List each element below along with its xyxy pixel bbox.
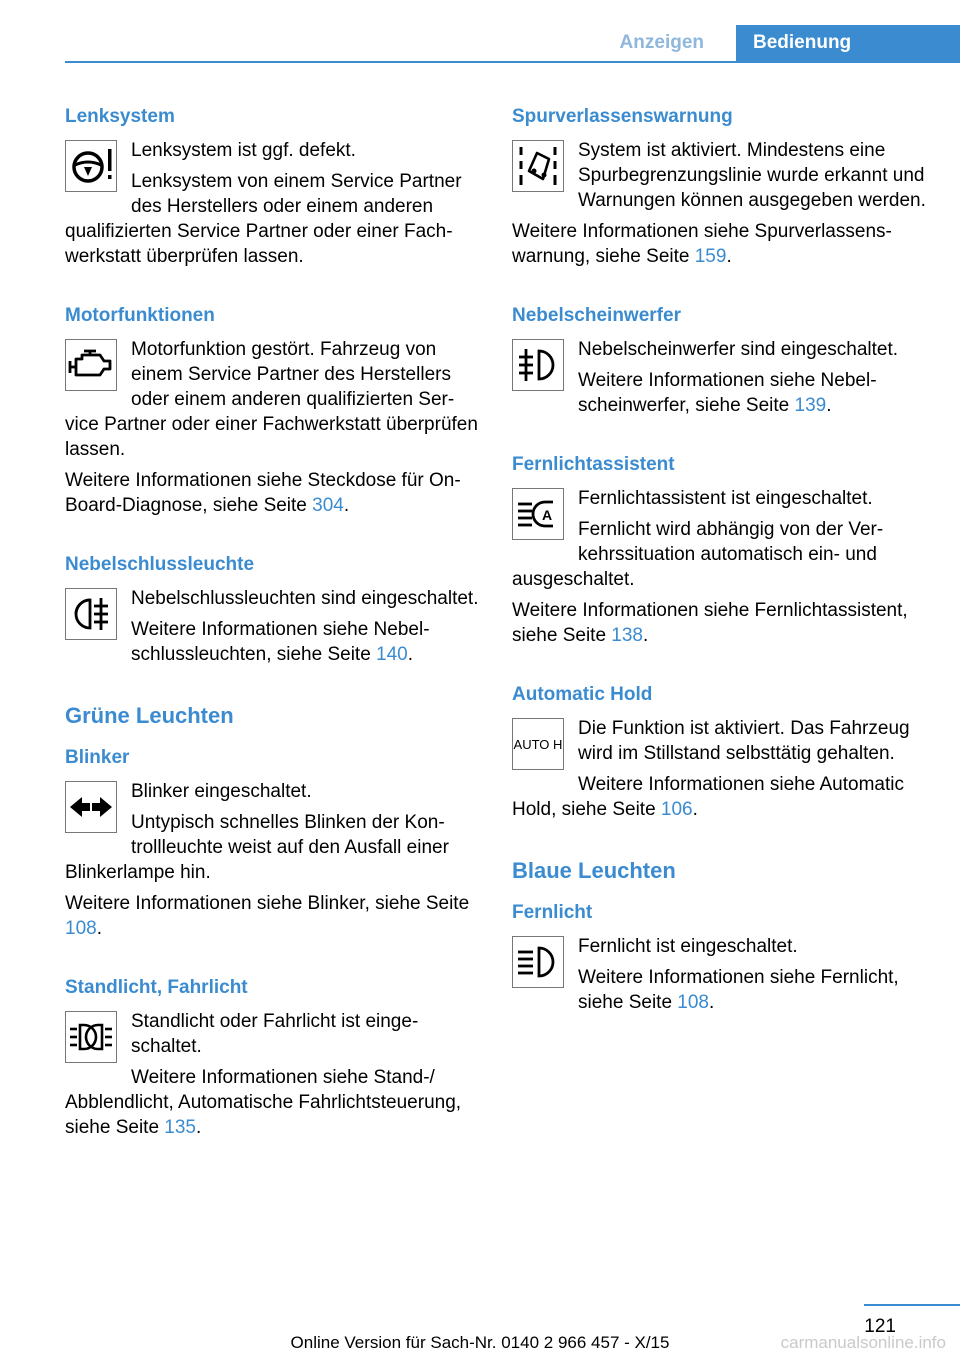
- page-link[interactable]: 108: [677, 992, 709, 1013]
- section-fernlichtassistent: [512, 452, 930, 654]
- page-link[interactable]: 159: [694, 246, 727, 267]
- text: Fernlicht ist eingeschaltet.: [578, 936, 798, 957]
- text: .: [709, 992, 715, 1013]
- text: [65, 468, 480, 518]
- text: Weitere Informationen siehe Blinker, siehe Seite: [65, 893, 470, 914]
- page-link[interactable]: 139: [794, 395, 827, 416]
- text: .: [643, 625, 649, 646]
- text: .: [196, 1117, 202, 1138]
- text: [65, 617, 480, 667]
- section-title: Spurverlassenswarnung: [512, 106, 733, 127]
- svg-text:A: A: [542, 507, 553, 523]
- auto-hold-icon: [512, 718, 564, 770]
- section-standlicht: [65, 975, 480, 1146]
- text: Nebelschlussleuchten sind eingeschaltet.: [131, 588, 479, 609]
- section-spurverlassenswarnung: [512, 104, 930, 275]
- online-version-text: Online Version für Sach-Nr. 0140 2 966 457 - X/15: [290, 1333, 670, 1352]
- text: [512, 965, 930, 1015]
- section-title: Nebelscheinwerfer: [512, 305, 681, 326]
- parking-light-icon: [65, 1011, 117, 1063]
- text: Weitere Informationen siehe Nebelscheinwerfer, siehe Seite: [578, 370, 877, 416]
- tab-anzeigen[interactable]: Anzeigen: [619, 32, 704, 53]
- front-fog-light-icon: [512, 339, 564, 391]
- text: Weitere Informationen siehe Fernlicht, siehe Seite: [578, 967, 899, 1013]
- page-header: [65, 25, 960, 63]
- text: .: [407, 644, 414, 665]
- text: [512, 598, 930, 648]
- text: Motorfunktion gestört. Fahrzeug von einem Service Partner des Herstellers oder einem anderen qualifizierten Service Partner oder einer Fachwerkstatt überprüfen lassen.: [65, 339, 478, 460]
- section-title: Fernlichtassistent: [512, 454, 675, 475]
- text: Lenksystem von einem Service Partner des Herstellers oder einem anderen qualifizierten Service Partner oder einer Fachwerkstatt überprüfen lassen.: [65, 171, 462, 267]
- engine-icon: [65, 339, 117, 391]
- section-nebelscheinwerfer: [512, 303, 930, 424]
- text: [65, 891, 480, 941]
- section-blinker: [65, 745, 480, 947]
- text: Weitere Informationen siehe Stand-/ Abblendlicht, Automatische Fahrlichtsteuerung, siehe Seite: [65, 1067, 462, 1138]
- auto-hold-label: AUTO H: [513, 736, 563, 752]
- text: .: [726, 246, 732, 267]
- high-beam-icon: [512, 936, 564, 988]
- text: Weitere Informationen siehe Fernlichtassistent, siehe Seite: [512, 600, 908, 646]
- text: .: [692, 799, 698, 820]
- lane-departure-icon: [512, 140, 564, 192]
- text: Die Funktion ist aktiviert. Das Fahrzeug wird im Stillstand selbsttätig gehalten.: [578, 718, 910, 764]
- text: Weitere Informationen siehe Automatic Hold, siehe Seite: [512, 774, 904, 820]
- group-title-gruene: Grüne Leuchten: [65, 703, 234, 728]
- text: Fernlicht wird abhängig von der Verkehrssituation automatisch ein- und ausgeschaltet.: [512, 519, 884, 590]
- footer-divider: [864, 1304, 960, 1306]
- text: .: [96, 918, 102, 939]
- text: Weitere Informationen siehe Spurverlassenswarnung, siehe Seite: [512, 221, 892, 267]
- watermark: carmanualsonline.info: [780, 1333, 946, 1352]
- text: [512, 219, 930, 269]
- section-title: Fernlicht: [512, 902, 593, 923]
- section-title: Nebelschlussleuchte: [65, 554, 255, 575]
- section-automatic-hold: [512, 682, 930, 828]
- text: System ist aktiviert. Mindestens eine Spurbegrenzungslinie wurde erkannt und Warnungen können ausgegeben werden.: [578, 140, 926, 211]
- page-link[interactable]: 135: [164, 1117, 196, 1138]
- page-link[interactable]: 304: [312, 495, 344, 516]
- text: Fernlichtassistent ist eingeschaltet.: [578, 488, 873, 509]
- text: Untypisch schnelles Blinken der Kontrollleuchte weist auf den Ausfall einer Blinkerlampe hin.: [65, 812, 449, 883]
- page-link[interactable]: 108: [65, 918, 97, 939]
- steering-warning-icon: [65, 140, 117, 192]
- page-link[interactable]: 106: [660, 799, 693, 820]
- page-link[interactable]: 138: [611, 625, 643, 646]
- text: Weitere Informationen siehe Steckdose für On-Board-Diagnose, siehe Seite: [65, 470, 461, 516]
- right-column: [512, 104, 930, 1049]
- text: Nebelscheinwerfer sind eingeschaltet.: [578, 339, 899, 360]
- text: [512, 368, 930, 418]
- page-link[interactable]: 140: [376, 644, 408, 665]
- high-beam-assistant-icon: [512, 488, 564, 540]
- text: Lenksystem ist ggf. defekt.: [131, 140, 356, 161]
- page-number: 121: [864, 1316, 896, 1337]
- section-lenksystem: [65, 104, 480, 275]
- section-fernlicht: [512, 900, 930, 1021]
- section-title: Lenksystem: [65, 106, 175, 127]
- section-title: Standlicht, Fahrlicht: [65, 977, 248, 998]
- text: Standlicht oder Fahrlicht ist eingeschaltet.: [131, 1011, 419, 1057]
- text: .: [343, 495, 350, 516]
- section-title: Automatic Hold: [512, 684, 653, 705]
- left-column: [65, 104, 480, 1174]
- group-title-blaue: Blaue Leuchten: [512, 858, 676, 883]
- section-title: Motorfunktionen: [65, 305, 215, 326]
- text: .: [826, 395, 832, 416]
- text: Blinker eingeschaltet.: [131, 781, 312, 802]
- turn-signal-icon: [65, 781, 117, 833]
- section-nebelschlussleuchte: [65, 552, 480, 673]
- text: [512, 772, 930, 822]
- section-title: Blinker: [65, 747, 130, 768]
- text: Weitere Informationen siehe Nebelschlussleuchten, siehe Seite: [131, 619, 430, 665]
- section-motorfunktionen: [65, 303, 480, 524]
- rear-fog-light-icon: [65, 588, 117, 640]
- tab-bedienung[interactable]: Bedienung: [736, 25, 960, 61]
- text: [65, 1065, 480, 1140]
